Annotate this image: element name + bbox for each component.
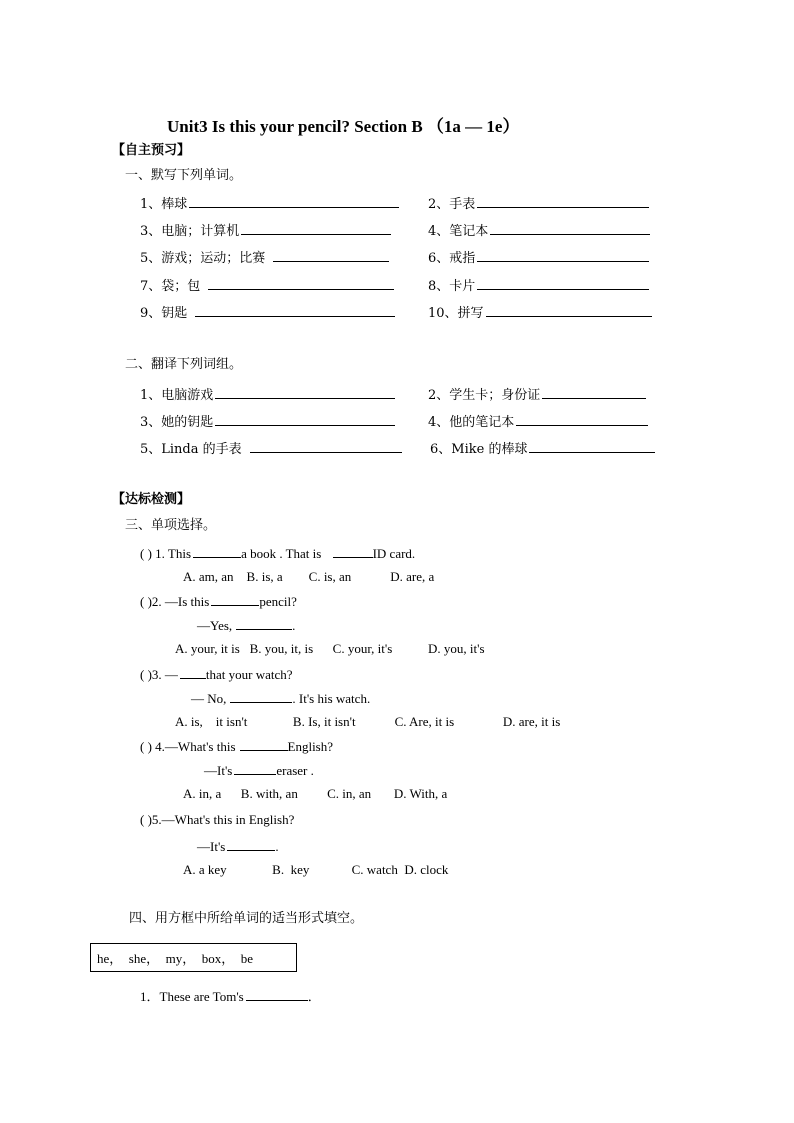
q4-answer-a: —It's <box>204 763 233 778</box>
q4-text-a: 4.—What's this <box>151 739 236 754</box>
q5-answer-b: . <box>275 839 279 854</box>
section-preview-label: 【自主预习】 <box>112 143 191 158</box>
answer-blank[interactable] <box>189 194 399 208</box>
q2-text-b: pencil? <box>259 594 297 609</box>
part1-item-8: 8、卡片 <box>428 279 476 294</box>
q3-answer-b: . It's his watch. <box>292 691 371 706</box>
answer-blank[interactable] <box>516 412 648 426</box>
answer-blank[interactable] <box>227 837 275 851</box>
answer-blank[interactable] <box>542 385 646 399</box>
answer-blank[interactable] <box>193 544 241 558</box>
q4-options: A. in, a B. with, an C. in, an D. With, a <box>183 786 448 801</box>
q3-answer-a: — No, <box>191 691 227 706</box>
answer-blank[interactable] <box>240 737 288 751</box>
q5-text-a: 5.—What's this in English? <box>151 812 295 827</box>
part1-item-9: 9、钥匙 <box>140 306 188 321</box>
part2-item-5: 5、Linda 的手表 <box>140 442 242 457</box>
answer-blank[interactable] <box>477 276 649 290</box>
answer-blank[interactable] <box>333 544 373 558</box>
answer-blank[interactable] <box>529 439 655 453</box>
part1-item-3: 3、电脑；计算机 <box>140 224 240 239</box>
part2-item-1: 1、电脑游戏 <box>140 388 214 403</box>
part3-heading: 三、单项选择。 <box>125 518 217 533</box>
answer-blank[interactable] <box>246 987 308 1001</box>
answer-blank[interactable] <box>230 689 292 703</box>
part1-item-1: 1、棒球 <box>140 197 188 212</box>
answer-blank[interactable] <box>215 385 395 399</box>
section-test-label: 【达标检测】 <box>112 492 191 507</box>
word-box: he， she， my， box， be <box>90 943 297 972</box>
q4-text-b: English? <box>287 739 334 754</box>
q3-text-a: 3. — <box>151 667 178 682</box>
q5-options: A. a key B. key C. watch D. clock <box>183 862 449 877</box>
answer-blank[interactable] <box>180 665 206 679</box>
part1-item-4: 4、笔记本 <box>428 224 489 239</box>
q2-answer-b: . <box>292 618 296 633</box>
part1-item-6: 6、戒指 <box>428 251 476 266</box>
answer-blank[interactable] <box>273 248 389 262</box>
answer-blank[interactable] <box>477 194 649 208</box>
answer-blank[interactable] <box>236 616 292 630</box>
answer-blank[interactable] <box>241 221 391 235</box>
part2-item-4: 4、他的笔记本 <box>428 415 515 430</box>
part1-item-5: 5、游戏；运动；比赛 <box>140 251 266 266</box>
part1-item-7: 7、袋；包 <box>140 279 201 294</box>
q2-paren[interactable]: ( ) <box>140 594 152 609</box>
q1-options: A. am, an B. is, a C. is, an D. are, a <box>183 569 435 584</box>
q2-options: A. your, it is B. you, it, is C. your, it's D. you, it's <box>175 641 485 656</box>
page-title: Unit3 Is this your pencil? Section B （1a — 1e） <box>167 117 520 136</box>
answer-blank[interactable] <box>195 303 395 317</box>
part4-q1-end: ． <box>307 989 321 1004</box>
q3-paren[interactable]: ( ) <box>140 667 152 682</box>
answer-blank[interactable] <box>250 439 402 453</box>
part2-heading: 二、翻译下列词组。 <box>125 357 243 372</box>
q5-paren[interactable]: ( ) <box>140 812 152 827</box>
answer-blank[interactable] <box>490 221 650 235</box>
q4-answer-b: eraser . <box>276 763 314 778</box>
part2-item-6: 6、Mike 的棒球 <box>430 442 528 457</box>
q1-text-a: 1. This <box>155 546 192 561</box>
q3-options: A. is, it isn't B. Is, it isn't C. Are, it is D. are, it is <box>175 714 561 729</box>
q2-answer-a: —Yes, <box>197 618 233 633</box>
answer-blank[interactable] <box>477 248 649 262</box>
part1-heading: 一、默写下列单词。 <box>125 168 243 183</box>
answer-blank[interactable] <box>211 592 259 606</box>
q1-paren[interactable]: ( ) <box>140 546 152 561</box>
answer-blank[interactable] <box>215 412 395 426</box>
q2-text-a: 2. —Is this <box>151 594 210 609</box>
q5-answer-a: —It's <box>197 839 226 854</box>
part4-q1-text: 1．These are Tom's <box>140 989 244 1004</box>
part1-item-10: 10、拼写 <box>428 306 484 321</box>
q1-text-b: a book . That is <box>241 546 322 561</box>
answer-blank[interactable] <box>208 276 394 290</box>
part2-item-3: 3、她的钥匙 <box>140 415 214 430</box>
q1-text-c: ID card. <box>372 546 416 561</box>
answer-blank[interactable] <box>486 303 652 317</box>
q3-text-b: that your watch? <box>205 667 293 682</box>
answer-blank[interactable] <box>234 761 276 775</box>
part4-heading: 四、用方框中所给单词的适当形式填空。 <box>129 911 364 926</box>
q4-paren[interactable]: ( ) <box>140 739 152 754</box>
part1-item-2: 2、手表 <box>428 197 476 212</box>
part2-item-2: 2、学生卡；身份证 <box>428 388 541 403</box>
